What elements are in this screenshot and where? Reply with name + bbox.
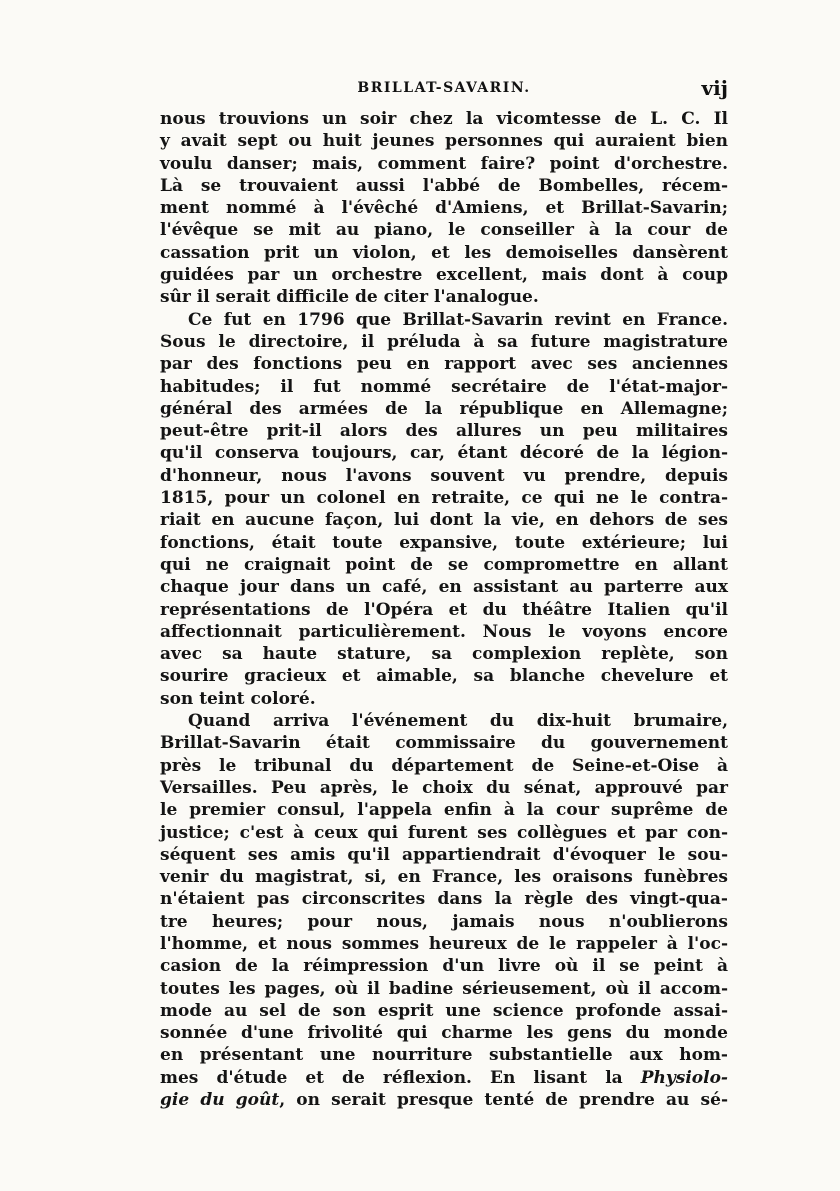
text-line: y avait sept ou huit jeunes personnes qui auraient bien: [160, 131, 728, 152]
text-line: l'évêque se mit au piano, le conseiller à la cour de: [160, 220, 728, 241]
text-line: sonnée d'une frivolité qui charme les gens du monde: [160, 1023, 728, 1044]
text-line: cassation prit un violon, et les demoiselles dansèrent: [160, 242, 728, 263]
text-line: Sous le directoire, il préluda à sa future magistrature: [160, 331, 728, 352]
text-line: chaque jour dans un café, en assistant au parterre aux: [160, 577, 728, 598]
text-line: par des fonctions peu en rapport avec ses anciennes: [160, 354, 728, 375]
text-line: Brillat-Savarin était commissaire du gouvernement: [160, 733, 728, 754]
paragraph: [160, 108, 728, 309]
text-line: gie du goût, on serait presque tenté de prendre au sé-: [160, 1090, 728, 1111]
text-line: mode au sel de son esprit une science profonde assai-: [160, 1000, 728, 1021]
body-text: [160, 108, 728, 1111]
text-line: n'étaient pas circonscrites dans la règle des vingt-qua-: [160, 889, 728, 910]
paragraph: [160, 309, 728, 710]
text-line: casion de la réimpression d'un livre où il se peint à: [160, 956, 728, 977]
text-line: sourire gracieux et aimable, sa blanche chevelure et: [160, 666, 728, 687]
text-line: riait en aucune façon, lui dont la vie, en dehors de ses: [160, 510, 728, 531]
text-line: venir du magistrat, si, en France, les oraisons funèbres: [160, 867, 728, 888]
text-line: Versailles. Peu après, le choix du sénat, approuvé par: [160, 777, 728, 798]
text-line: qui ne craignait point de se compromettre en allant: [160, 554, 728, 575]
text-line: général des armées de la république en Allemagne;: [160, 398, 728, 419]
text-line: le premier consul, l'appela enfin à la cour suprême de: [160, 800, 728, 821]
text-line: Là se trouvaient aussi l'abbé de Bombelles, récem-: [160, 175, 728, 196]
text-line: toutes les pages, où il badine sérieusement, où il accom-: [160, 978, 728, 999]
text-line: Ce fut en 1796 que Brillat-Savarin revint en France.: [188, 309, 728, 330]
text-line: ment nommé à l'évêché d'Amiens, et Brillat-Savarin;: [160, 198, 728, 219]
text-line: justice; c'est à ceux qui furent ses collègues et par con-: [160, 822, 728, 843]
text-line: Quand arriva l'événement du dix-huit brumaire,: [188, 711, 728, 732]
text-line: séquent ses amis qu'il appartiendrait d'évoquer le sou-: [160, 844, 728, 865]
text-line: en présentant une nourriture substantielle aux hom-: [160, 1045, 728, 1066]
text-line: son teint coloré.: [160, 688, 316, 709]
text-line: peut-être prit-il alors des allures un peu militaires: [160, 421, 728, 442]
text-line: avec sa haute stature, sa complexion replète, son: [160, 644, 728, 665]
text-line: sûr il serait difficile de citer l'analogue.: [160, 287, 539, 308]
text-line: d'honneur, nous l'avons souvent vu prendre, depuis: [160, 465, 728, 486]
text-line: tre heures; pour nous, jamais nous n'oublierons: [160, 911, 728, 932]
text-line: 1815, pour un colonel en retraite, ce qui ne le contra-: [160, 488, 728, 509]
text-line: voulu danser; mais, comment faire? point d'orchestre.: [160, 153, 728, 174]
text-line: l'homme, et nous sommes heureux de le rappeler à l'oc-: [160, 933, 728, 954]
text-line: affectionnait particulièrement. Nous le voyons encore: [160, 621, 728, 642]
paragraph: [160, 710, 728, 1111]
page-header: [160, 76, 728, 102]
text-line: qu'il conserva toujours, car, étant décoré de la légion-: [160, 443, 728, 464]
text-line: guidées par un orchestre excellent, mais dont à coup: [160, 265, 728, 286]
text-line: fonctions, était toute expansive, toute extérieure; lui: [160, 532, 728, 553]
text-line: nous trouvions un soir chez la vicomtesse de L. C. Il: [160, 109, 728, 129]
text-line: près le tribunal du département de Seine-et-Oise à: [160, 755, 728, 776]
text-line: mes d'étude et de réflexion. En lisant la Physiolo-: [160, 1067, 728, 1088]
text-line: habitudes; il fut nommé secrétaire de l'état-major-: [160, 376, 728, 397]
text-line: représentations de l'Opéra et du théâtre Italien qu'il: [160, 599, 728, 620]
page-number: vij: [701, 76, 728, 100]
running-title: BRILLAT-SAVARIN.: [357, 80, 531, 96]
